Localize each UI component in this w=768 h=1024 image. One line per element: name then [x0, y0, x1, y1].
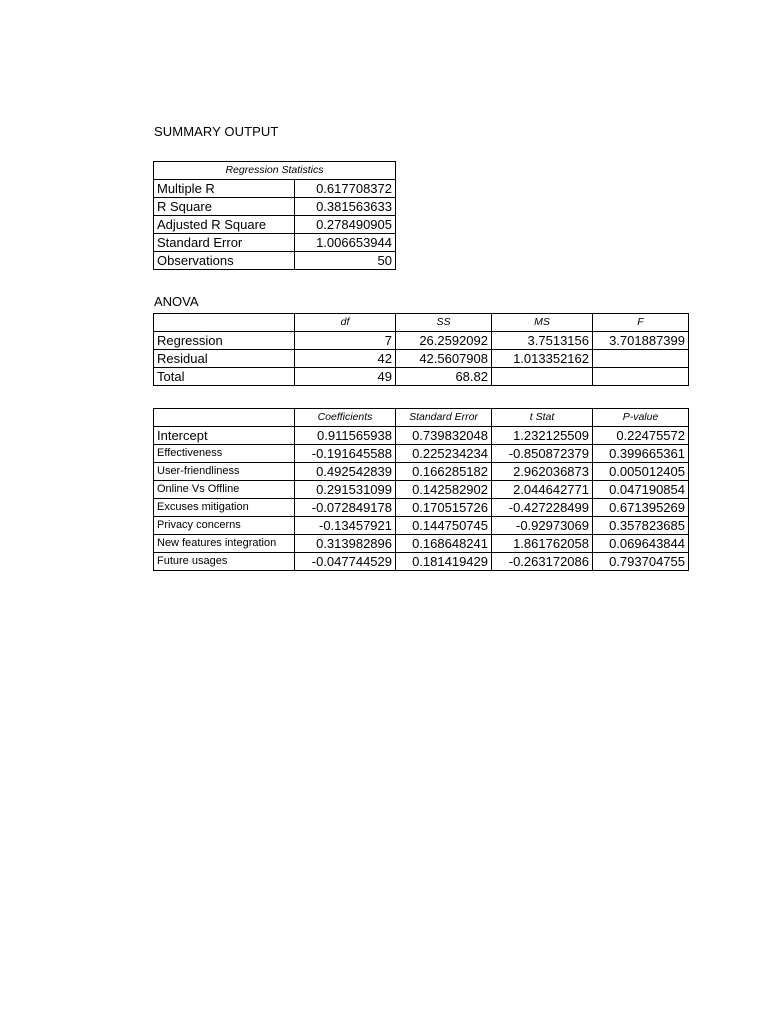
anova-table	[153, 313, 689, 386]
cell-p-value: 0.357823685	[593, 517, 689, 535]
cell-p-value: 0.793704755	[593, 553, 689, 571]
cell-p-value: 0.069643844	[593, 535, 689, 553]
stat-label: R Square	[154, 198, 295, 216]
cell-t-stat: -0.850872379	[492, 445, 593, 463]
cell-p-value: 0.047190854	[593, 481, 689, 499]
table-row	[154, 332, 689, 350]
summary-output-title: SUMMARY OUTPUT	[154, 124, 279, 139]
table-row	[154, 216, 396, 234]
row-label: Intercept	[154, 427, 295, 445]
cell-p-value: 0.399665361	[593, 445, 689, 463]
row-label: New features integration	[154, 535, 295, 553]
regression-statistics-table	[153, 161, 396, 270]
column-header: F	[593, 314, 689, 332]
stat-value: 0.381563633	[295, 198, 396, 216]
row-label: User-friendliness	[154, 463, 295, 481]
stat-value: 50	[295, 252, 396, 270]
cell-t-stat: -0.92973069	[492, 517, 593, 535]
row-label: Regression	[154, 332, 295, 350]
cell-standard-error: 0.225234234	[396, 445, 492, 463]
cell-t-stat: -0.263172086	[492, 553, 593, 571]
cell-standard-error: 0.142582902	[396, 481, 492, 499]
regression-statistics-header: Regression Statistics	[154, 162, 396, 180]
row-label: Excuses mitigation	[154, 499, 295, 517]
cell-t-stat: -0.427228499	[492, 499, 593, 517]
cell-f	[593, 350, 689, 368]
table-row	[154, 368, 689, 386]
row-label: Effectiveness	[154, 445, 295, 463]
cell-standard-error: 0.181419429	[396, 553, 492, 571]
cell-coefficient: -0.072849178	[295, 499, 396, 517]
cell-ms: 3.7513156	[492, 332, 593, 350]
stat-label: Standard Error	[154, 234, 295, 252]
row-label: Online Vs Offline	[154, 481, 295, 499]
column-header: df	[295, 314, 396, 332]
cell-coefficient: 0.313982896	[295, 535, 396, 553]
column-header: t Stat	[492, 409, 593, 427]
cell-ms	[492, 368, 593, 386]
cell-t-stat: 1.232125509	[492, 427, 593, 445]
stat-label: Observations	[154, 252, 295, 270]
cell-df: 49	[295, 368, 396, 386]
column-header: P-value	[593, 409, 689, 427]
cell-coefficient: 0.911565938	[295, 427, 396, 445]
cell-standard-error: 0.168648241	[396, 535, 492, 553]
cell-standard-error: 0.739832048	[396, 427, 492, 445]
column-header: MS	[492, 314, 593, 332]
cell-standard-error: 0.144750745	[396, 517, 492, 535]
table-row	[154, 535, 689, 553]
table-row	[154, 198, 396, 216]
anova-title: ANOVA	[154, 294, 199, 309]
cell-t-stat: 2.044642771	[492, 481, 593, 499]
table-row	[154, 180, 396, 198]
cell-coefficient: 0.291531099	[295, 481, 396, 499]
table-row	[154, 350, 689, 368]
cell-coefficient: -0.13457921	[295, 517, 396, 535]
column-header	[154, 409, 295, 427]
cell-ss: 42.5607908	[396, 350, 492, 368]
column-header: SS	[396, 314, 492, 332]
cell-p-value: 0.671395269	[593, 499, 689, 517]
table-header-row	[154, 314, 689, 332]
column-header	[154, 314, 295, 332]
cell-ss: 68.82	[396, 368, 492, 386]
cell-coefficient: 0.492542839	[295, 463, 396, 481]
table-header-row	[154, 162, 396, 180]
cell-coefficient: -0.047744529	[295, 553, 396, 571]
cell-p-value: 0.22475572	[593, 427, 689, 445]
table-row	[154, 252, 396, 270]
coefficients-table	[153, 408, 689, 571]
column-header: Coefficients	[295, 409, 396, 427]
cell-ss: 26.2592092	[396, 332, 492, 350]
table-row	[154, 553, 689, 571]
row-label: Total	[154, 368, 295, 386]
stat-value: 0.278490905	[295, 216, 396, 234]
cell-coefficient: -0.191645588	[295, 445, 396, 463]
table-row	[154, 517, 689, 535]
stat-value: 1.006653944	[295, 234, 396, 252]
table-row	[154, 499, 689, 517]
cell-f: 3.701887399	[593, 332, 689, 350]
stat-value: 0.617708372	[295, 180, 396, 198]
cell-f	[593, 368, 689, 386]
row-label: Residual	[154, 350, 295, 368]
column-header: Standard Error	[396, 409, 492, 427]
row-label: Privacy concerns	[154, 517, 295, 535]
cell-t-stat: 1.861762058	[492, 535, 593, 553]
cell-df: 7	[295, 332, 396, 350]
table-row	[154, 463, 689, 481]
table-row	[154, 481, 689, 499]
table-row	[154, 427, 689, 445]
cell-p-value: 0.005012405	[593, 463, 689, 481]
cell-standard-error: 0.170515726	[396, 499, 492, 517]
table-row	[154, 234, 396, 252]
cell-ms: 1.013352162	[492, 350, 593, 368]
cell-df: 42	[295, 350, 396, 368]
cell-standard-error: 0.166285182	[396, 463, 492, 481]
stat-label: Multiple R	[154, 180, 295, 198]
row-label: Future usages	[154, 553, 295, 571]
table-row	[154, 445, 689, 463]
stat-label: Adjusted R Square	[154, 216, 295, 234]
cell-t-stat: 2.962036873	[492, 463, 593, 481]
table-header-row	[154, 409, 689, 427]
